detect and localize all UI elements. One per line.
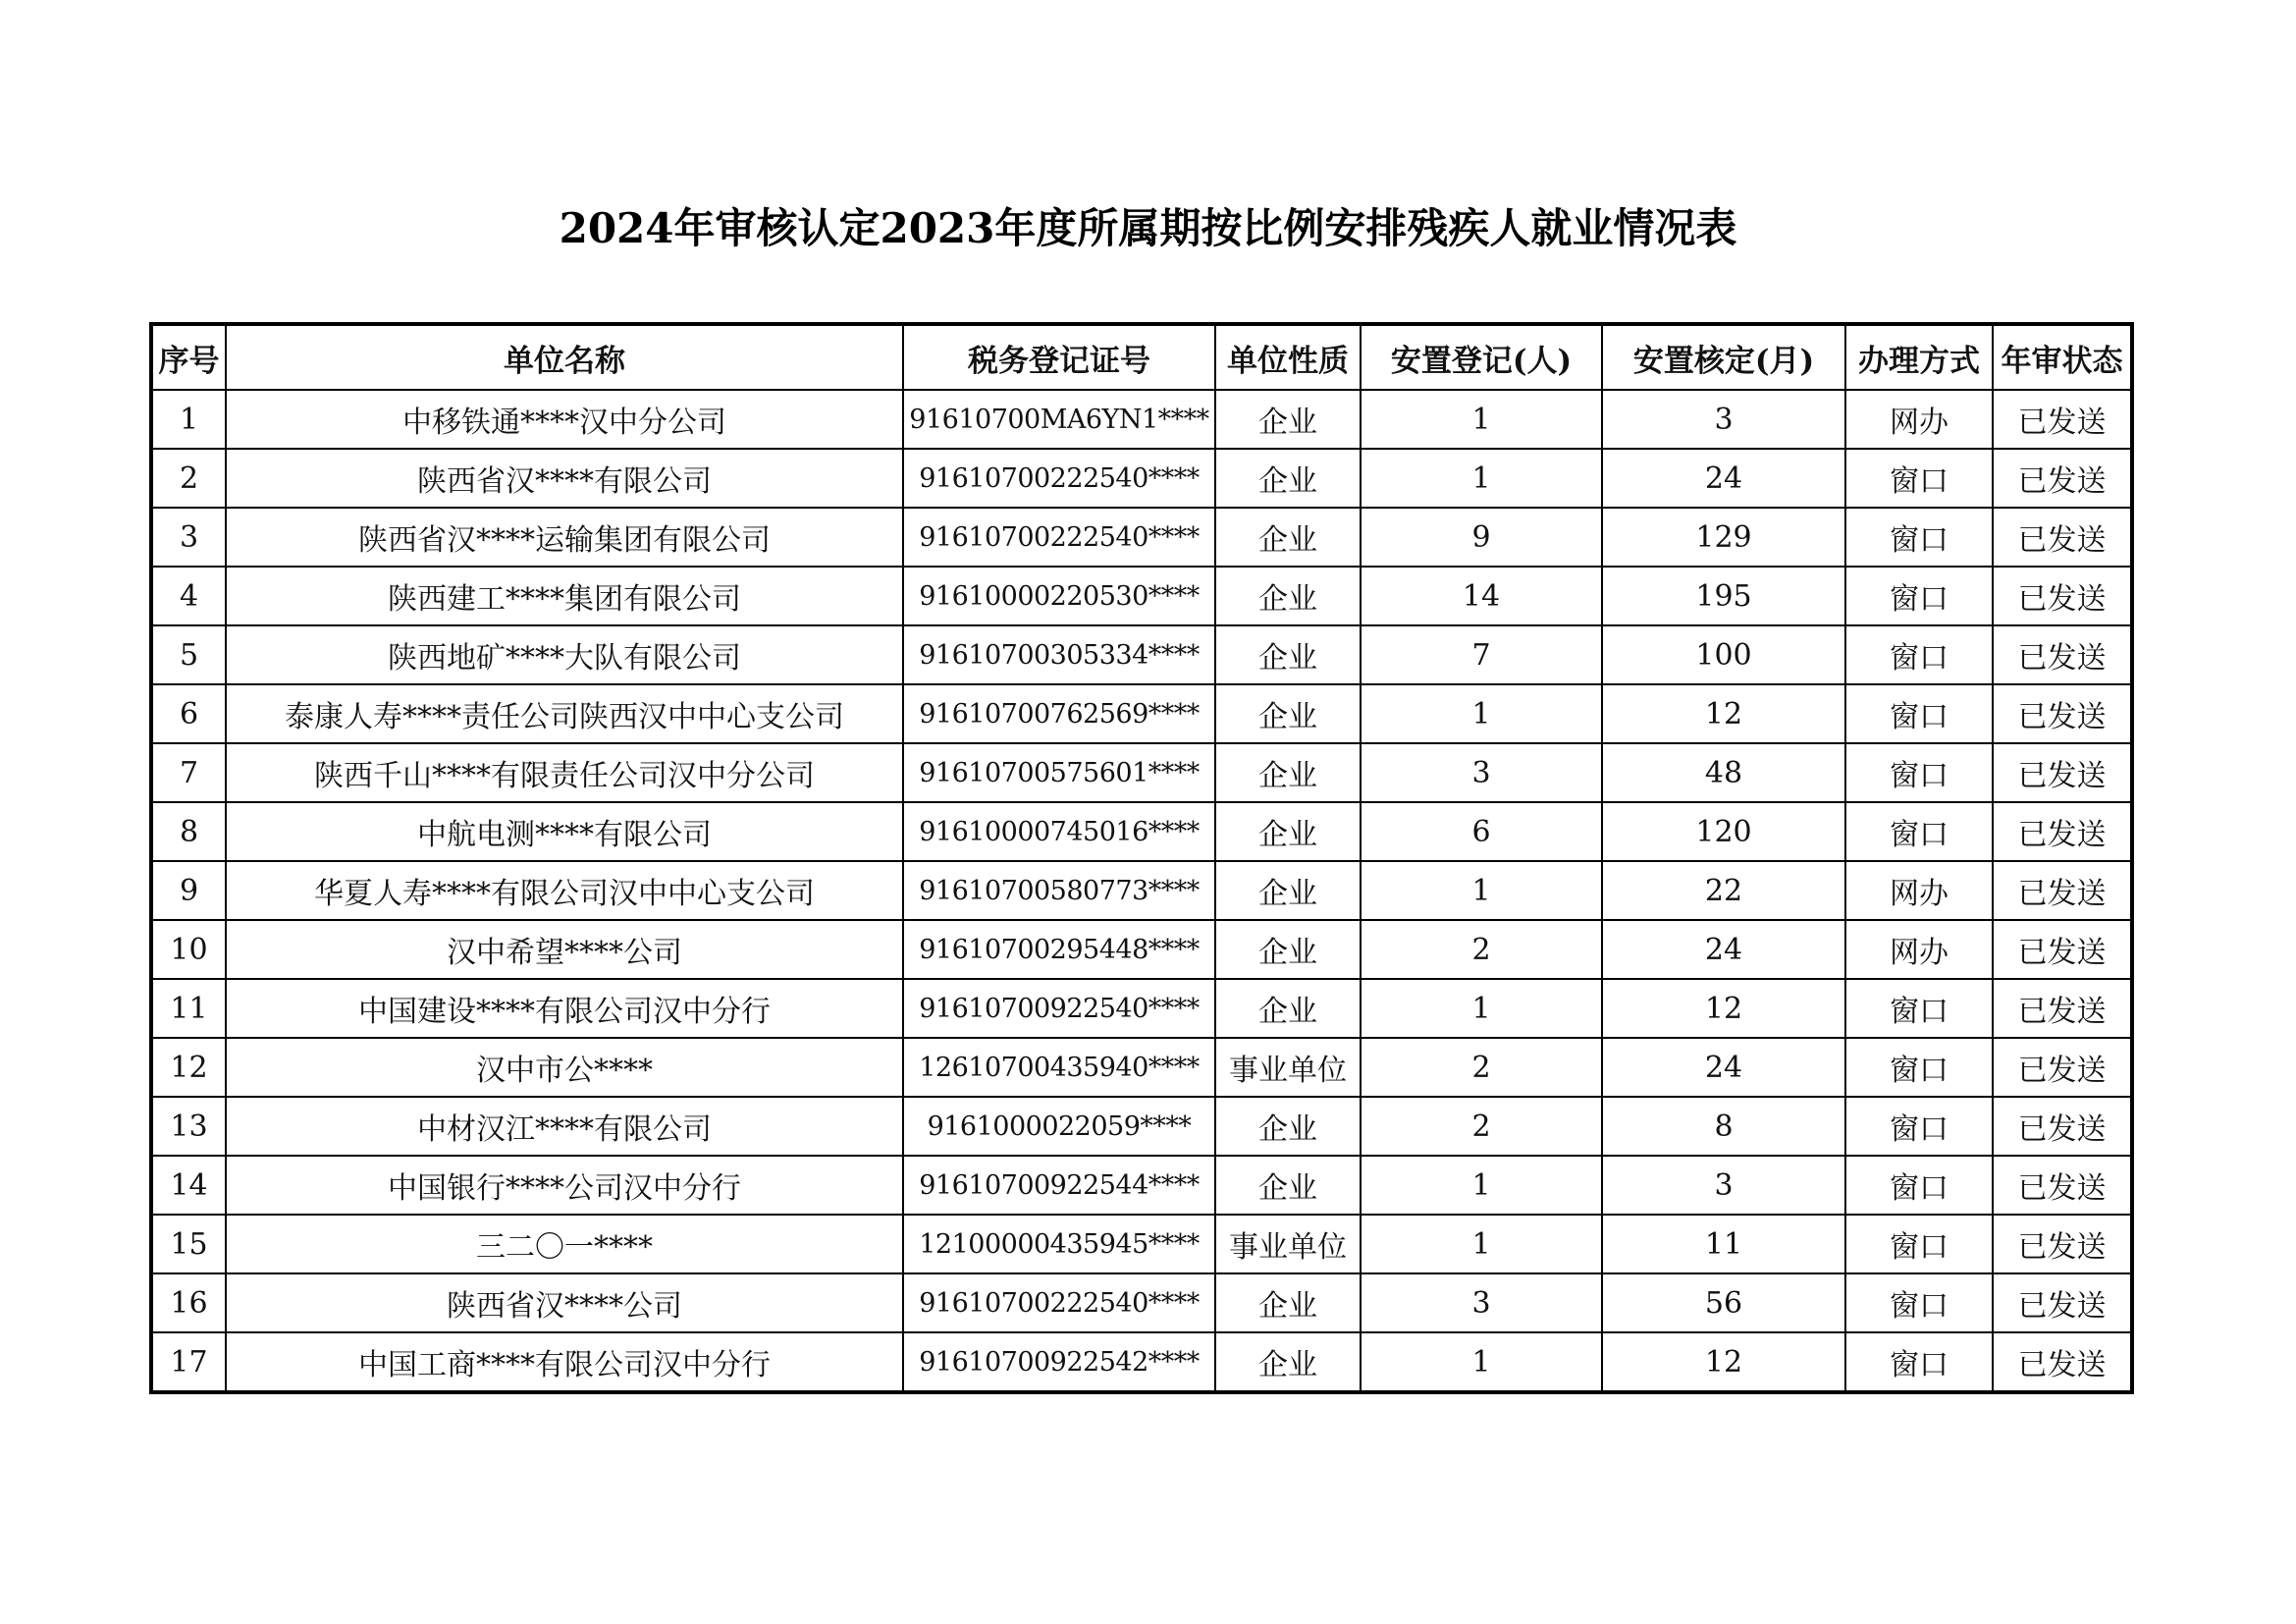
table-row <box>151 508 2132 567</box>
cell-type: 企业 <box>1215 567 1361 625</box>
cell-status: 已发送 <box>1993 1156 2132 1215</box>
cell-registered: 9 <box>1361 508 1602 567</box>
cell-status: 已发送 <box>1993 920 2132 979</box>
cell-name: 汉中市公**** <box>226 1038 903 1097</box>
cell-status: 已发送 <box>1993 1097 2132 1156</box>
cell-months: 195 <box>1602 567 1845 625</box>
cell-months: 100 <box>1602 625 1845 684</box>
cell-no: 6 <box>151 684 226 743</box>
page-title: 2024年审核认定2023年度所属期按比例安排残疾人就业情况表 <box>559 204 1737 252</box>
cell-registered: 1 <box>1361 979 1602 1038</box>
cell-no: 16 <box>151 1273 226 1332</box>
cell-type: 企业 <box>1215 802 1361 861</box>
cell-no: 5 <box>151 625 226 684</box>
cell-registered: 7 <box>1361 625 1602 684</box>
cell-registered: 2 <box>1361 1097 1602 1156</box>
cell-name: 陕西省汉****运输集团有限公司 <box>226 508 903 567</box>
cell-type: 企业 <box>1215 449 1361 508</box>
cell-months: 56 <box>1602 1273 1845 1332</box>
col-header-no: 序号 <box>151 324 226 390</box>
cell-method: 网办 <box>1845 861 1993 920</box>
cell-tax-id: 91610700922540**** <box>903 979 1215 1038</box>
cell-no: 17 <box>151 1332 226 1392</box>
cell-registered: 14 <box>1361 567 1602 625</box>
cell-method: 网办 <box>1845 920 1993 979</box>
cell-registered: 1 <box>1361 1156 1602 1215</box>
cell-type: 企业 <box>1215 1097 1361 1156</box>
table-row <box>151 684 2132 743</box>
col-header-registered: 安置登记(人) <box>1361 324 1602 390</box>
table-row <box>151 861 2132 920</box>
cell-type: 企业 <box>1215 390 1361 449</box>
cell-tax-id: 91610000745016**** <box>903 802 1215 861</box>
table-row <box>151 1038 2132 1097</box>
cell-type: 企业 <box>1215 979 1361 1038</box>
cell-name: 中国银行****公司汉中分行 <box>226 1156 903 1215</box>
cell-name: 陕西建工****集团有限公司 <box>226 567 903 625</box>
cell-no: 7 <box>151 743 226 802</box>
col-header-months: 安置核定(月) <box>1602 324 1845 390</box>
cell-status: 已发送 <box>1993 625 2132 684</box>
cell-status: 已发送 <box>1993 1332 2132 1392</box>
cell-status: 已发送 <box>1993 802 2132 861</box>
cell-months: 22 <box>1602 861 1845 920</box>
cell-type: 企业 <box>1215 1332 1361 1392</box>
cell-months: 12 <box>1602 979 1845 1038</box>
cell-name: 中国工商****有限公司汉中分行 <box>226 1332 903 1392</box>
cell-status: 已发送 <box>1993 743 2132 802</box>
col-header-status: 年审状态 <box>1993 324 2132 390</box>
cell-tax-id: 9161000022059**** <box>903 1097 1215 1156</box>
cell-months: 12 <box>1602 1332 1845 1392</box>
cell-status: 已发送 <box>1993 1038 2132 1097</box>
col-header-tax-id: 税务登记证号 <box>903 324 1215 390</box>
cell-method: 窗口 <box>1845 1097 1993 1156</box>
cell-months: 48 <box>1602 743 1845 802</box>
table-row <box>151 920 2132 979</box>
table-row <box>151 1332 2132 1392</box>
cell-type: 企业 <box>1215 508 1361 567</box>
cell-tax-id: 91610000220530**** <box>903 567 1215 625</box>
table-row <box>151 1273 2132 1332</box>
cell-status: 已发送 <box>1993 449 2132 508</box>
cell-name: 陕西地矿****大队有限公司 <box>226 625 903 684</box>
cell-type: 企业 <box>1215 743 1361 802</box>
cell-tax-id: 91610700MA6YN1**** <box>903 390 1215 449</box>
cell-tax-id: 91610700295448**** <box>903 920 1215 979</box>
cell-method: 窗口 <box>1845 508 1993 567</box>
cell-months: 3 <box>1602 390 1845 449</box>
cell-method: 窗口 <box>1845 743 1993 802</box>
cell-tax-id: 91610700222540**** <box>903 449 1215 508</box>
table-row <box>151 1156 2132 1215</box>
cell-months: 129 <box>1602 508 1845 567</box>
table-row <box>151 979 2132 1038</box>
cell-registered: 1 <box>1361 861 1602 920</box>
cell-name: 汉中希望****公司 <box>226 920 903 979</box>
cell-registered: 1 <box>1361 684 1602 743</box>
cell-tax-id: 91610700922544**** <box>903 1156 1215 1215</box>
cell-status: 已发送 <box>1993 1273 2132 1332</box>
cell-no: 14 <box>151 1156 226 1215</box>
table-row <box>151 390 2132 449</box>
cell-registered: 3 <box>1361 1273 1602 1332</box>
cell-method: 窗口 <box>1845 625 1993 684</box>
cell-no: 15 <box>151 1215 226 1273</box>
cell-registered: 1 <box>1361 449 1602 508</box>
cell-name: 泰康人寿****责任公司陕西汉中中心支公司 <box>226 684 903 743</box>
cell-registered: 2 <box>1361 920 1602 979</box>
cell-months: 8 <box>1602 1097 1845 1156</box>
cell-method: 窗口 <box>1845 684 1993 743</box>
employment-table <box>149 322 2134 1394</box>
cell-no: 4 <box>151 567 226 625</box>
cell-no: 13 <box>151 1097 226 1156</box>
cell-registered: 2 <box>1361 1038 1602 1097</box>
table-row <box>151 625 2132 684</box>
table-row <box>151 449 2132 508</box>
cell-no: 2 <box>151 449 226 508</box>
cell-method: 窗口 <box>1845 1273 1993 1332</box>
cell-name: 陕西千山****有限责任公司汉中分公司 <box>226 743 903 802</box>
cell-method: 窗口 <box>1845 567 1993 625</box>
cell-name: 陕西省汉****有限公司 <box>226 449 903 508</box>
cell-tax-id: 91610700580773**** <box>903 861 1215 920</box>
cell-no: 10 <box>151 920 226 979</box>
cell-tax-id: 91610700575601**** <box>903 743 1215 802</box>
cell-registered: 6 <box>1361 802 1602 861</box>
cell-name: 华夏人寿****有限公司汉中中心支公司 <box>226 861 903 920</box>
cell-type: 事业单位 <box>1215 1215 1361 1273</box>
cell-method: 网办 <box>1845 390 1993 449</box>
cell-method: 窗口 <box>1845 1156 1993 1215</box>
cell-status: 已发送 <box>1993 567 2132 625</box>
cell-months: 3 <box>1602 1156 1845 1215</box>
cell-status: 已发送 <box>1993 979 2132 1038</box>
cell-type: 企业 <box>1215 625 1361 684</box>
cell-registered: 1 <box>1361 1215 1602 1273</box>
cell-tax-id: 91610700305334**** <box>903 625 1215 684</box>
cell-registered: 3 <box>1361 743 1602 802</box>
cell-status: 已发送 <box>1993 390 2132 449</box>
cell-no: 12 <box>151 1038 226 1097</box>
cell-no: 3 <box>151 508 226 567</box>
cell-name: 中移铁通****汉中分公司 <box>226 390 903 449</box>
cell-months: 24 <box>1602 920 1845 979</box>
cell-no: 11 <box>151 979 226 1038</box>
cell-months: 24 <box>1602 449 1845 508</box>
cell-tax-id: 91610700922542**** <box>903 1332 1215 1392</box>
cell-tax-id: 12610700435940**** <box>903 1038 1215 1097</box>
cell-name: 陕西省汉****公司 <box>226 1273 903 1332</box>
cell-registered: 1 <box>1361 1332 1602 1392</box>
col-header-method: 办理方式 <box>1845 324 1993 390</box>
cell-status: 已发送 <box>1993 684 2132 743</box>
cell-name: 中国建设****有限公司汉中分行 <box>226 979 903 1038</box>
cell-method: 窗口 <box>1845 979 1993 1038</box>
cell-type: 企业 <box>1215 1156 1361 1215</box>
cell-months: 24 <box>1602 1038 1845 1097</box>
cell-no: 9 <box>151 861 226 920</box>
col-header-type: 单位性质 <box>1215 324 1361 390</box>
cell-method: 窗口 <box>1845 449 1993 508</box>
header-row <box>151 324 2132 390</box>
cell-registered: 1 <box>1361 390 1602 449</box>
cell-months: 11 <box>1602 1215 1845 1273</box>
cell-status: 已发送 <box>1993 508 2132 567</box>
cell-status: 已发送 <box>1993 1215 2132 1273</box>
cell-type: 企业 <box>1215 1273 1361 1332</box>
cell-name: 中材汉江****有限公司 <box>226 1097 903 1156</box>
table-row <box>151 802 2132 861</box>
cell-tax-id: 91610700222540**** <box>903 1273 1215 1332</box>
cell-tax-id: 12100000435945**** <box>903 1215 1215 1273</box>
table-row <box>151 1097 2132 1156</box>
cell-status: 已发送 <box>1993 861 2132 920</box>
cell-method: 窗口 <box>1845 802 1993 861</box>
cell-tax-id: 91610700222540**** <box>903 508 1215 567</box>
cell-method: 窗口 <box>1845 1332 1993 1392</box>
cell-tax-id: 91610700762569**** <box>903 684 1215 743</box>
cell-type: 企业 <box>1215 684 1361 743</box>
cell-name: 三二〇一**** <box>226 1215 903 1273</box>
cell-type: 企业 <box>1215 861 1361 920</box>
cell-type: 企业 <box>1215 920 1361 979</box>
cell-method: 窗口 <box>1845 1038 1993 1097</box>
cell-months: 120 <box>1602 802 1845 861</box>
cell-no: 8 <box>151 802 226 861</box>
cell-method: 窗口 <box>1845 1215 1993 1273</box>
col-header-name: 单位名称 <box>226 324 903 390</box>
cell-type: 事业单位 <box>1215 1038 1361 1097</box>
table-row <box>151 567 2132 625</box>
cell-no: 1 <box>151 390 226 449</box>
cell-name: 中航电测****有限公司 <box>226 802 903 861</box>
cell-months: 12 <box>1602 684 1845 743</box>
table-row <box>151 1215 2132 1273</box>
table-row <box>151 743 2132 802</box>
